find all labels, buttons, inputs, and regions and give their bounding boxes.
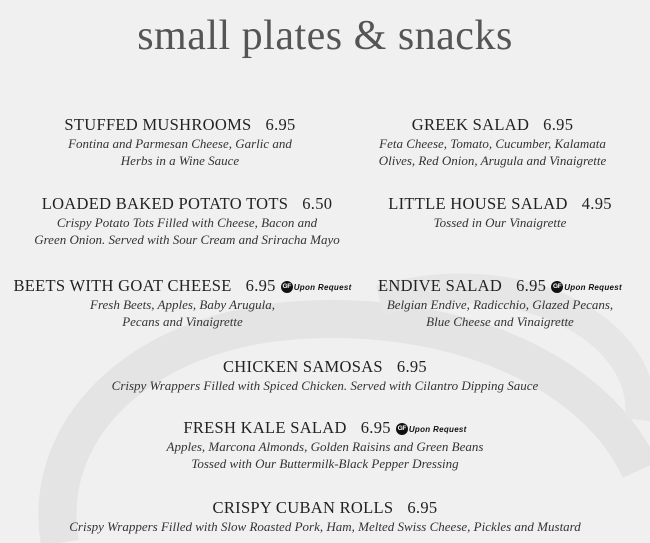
item-description-line: Fresh Beets, Apples, Baby Arugula, [90,297,275,312]
menu-item-chicken-samosas [0,357,650,394]
menu-item-potato-tots [2,194,372,248]
item-description-line: Feta Cheese, Tomato, Cucumber, Kalamata [379,136,606,151]
item-name: STUFFED MUSHROOMS [64,115,252,134]
item-description-line: Herbs in a Wine Sauce [120,153,240,168]
menu-item-endive-salad [355,276,645,330]
item-description-line: Apples, Marcona Almonds, Golden Raisins and Green Beans [166,439,484,454]
item-name: CHICKEN SAMOSAS [223,357,383,376]
item-price: 6.95 [265,115,296,134]
item-price: 4.95 [581,194,612,213]
gluten-free-badge: GF Upon Request [282,282,352,292]
menu-item-little-house-salad [370,194,630,231]
gf-icon: GF [551,281,563,293]
item-description-line: Belgian Endive, Radicchio, Glazed Pecans, [386,297,614,312]
item-description-line: Blue Cheese and Vinaigrette [426,314,574,329]
menu-item-stuffed-mushrooms [20,115,340,169]
menu-item-greek-salad [340,115,645,169]
item-name: CRISPY CUBAN ROLLS [212,498,394,517]
gf-icon: GF [281,281,293,293]
menu-item-cuban-rolls [0,498,650,535]
item-price: 6.95 [396,357,427,376]
item-name: FRESH KALE SALAD [183,418,347,437]
item-name: LOADED BAKED POTATO TOTS [41,194,289,213]
item-price: 6.95 [245,276,276,295]
gluten-free-badge: GF Upon Request [397,424,467,434]
item-name: ENDIVE SALAD [377,276,503,295]
item-name: BEETS WITH GOAT CHEESE [13,276,232,295]
item-price: 6.95 [360,418,391,437]
item-name: LITTLE HOUSE SALAD [388,194,568,213]
item-price: 6.95 [516,276,547,295]
item-description-line: Green Onion. Served with Sour Cream and Sriracha Mayo [34,232,340,247]
item-name: GREEK SALAD [411,115,530,134]
menu-item-beets-goat-cheese [5,276,360,330]
menu-section-title: small plates & snacks [137,13,513,59]
item-description-line: Crispy Potato Tots Filled with Cheese, Bacon and [56,215,318,230]
item-description-line: Olives, Red Onion, Arugula and Vinaigrette [378,153,607,168]
menu-item-kale-salad [0,418,650,472]
item-description-line: Pecans and Vinaigrette [122,314,243,329]
item-description-line: Crispy Wrappers Filled with Slow Roasted Pork, Ham, Melted Swiss Cheese, Pickles and Mustard [69,519,581,534]
gf-icon: GF [396,423,408,435]
item-description-line: Tossed with Our Buttermilk-Black Pepper Dressing [191,456,459,471]
item-price: 6.95 [543,115,574,134]
item-description-line: Crispy Wrappers Filled with Spiced Chicken. Served with Cilantro Dipping Sauce [111,378,539,393]
item-price: 6.50 [302,194,333,213]
item-description-line: Fontina and Parmesan Cheese, Garlic and [68,136,292,151]
item-description-line: Tossed in Our Vinaigrette [433,215,567,230]
item-price: 6.95 [407,498,438,517]
gluten-free-badge: GF Upon Request [552,282,623,292]
